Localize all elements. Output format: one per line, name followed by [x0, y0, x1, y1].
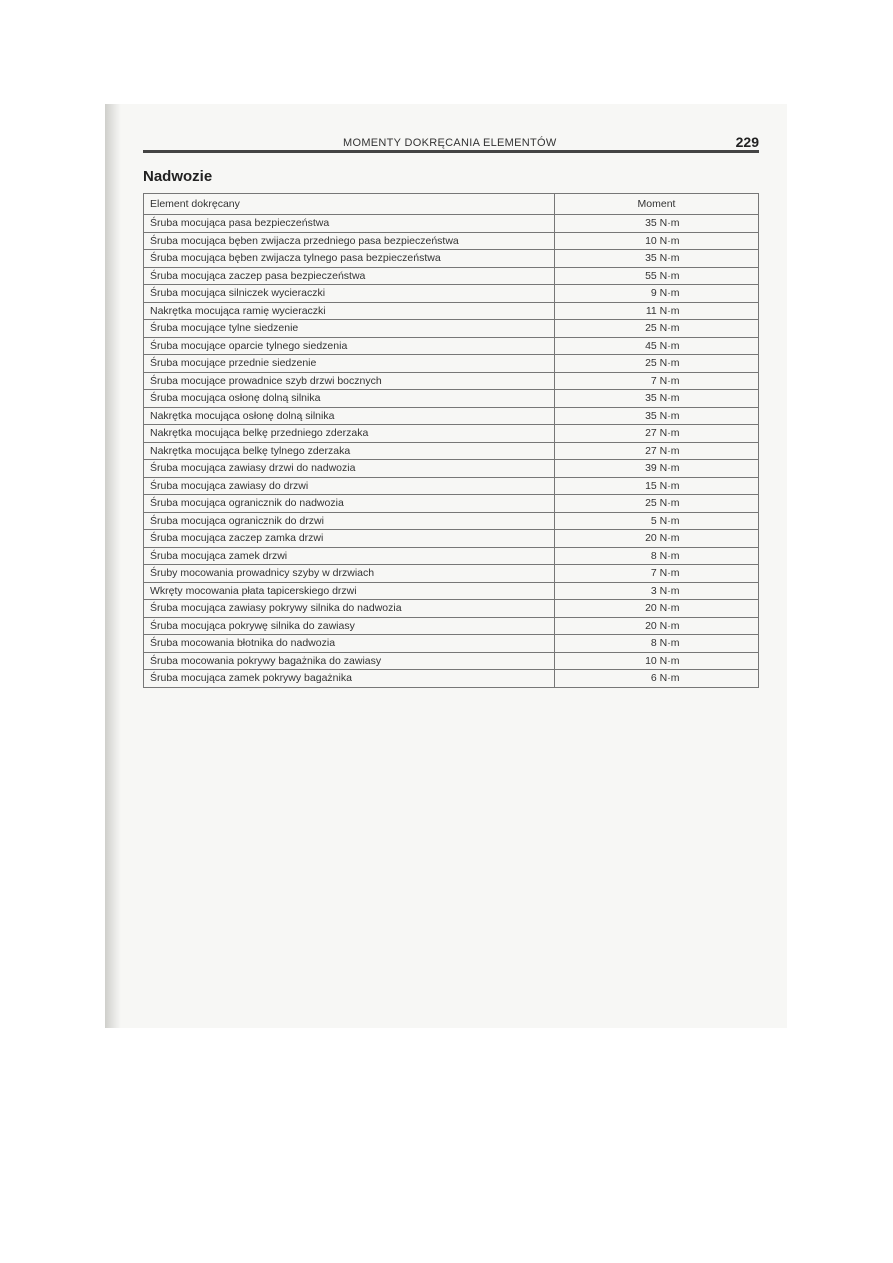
table-row: [144, 530, 759, 548]
table-row: [144, 495, 759, 513]
moment-cell: [555, 582, 759, 600]
moment-value: 35 N·m: [645, 252, 680, 265]
element-cell: Śruba mocująca bęben zwijacza przedniego pasa bezpieczeństwa: [144, 232, 555, 250]
moment-value: 45 N·m: [645, 339, 680, 352]
page-binding-shadow: [105, 104, 121, 1028]
element-cell: Nakrętka mocująca belkę przedniego zderzaka: [144, 425, 555, 443]
table-row: [144, 635, 759, 653]
moment-value: 10 N·m: [645, 654, 680, 667]
moment-cell: [555, 372, 759, 390]
page-header: [143, 134, 759, 154]
moment-value: 35 N·m: [645, 409, 680, 422]
moment-value: 27 N·m: [645, 427, 680, 440]
table-row: [144, 215, 759, 233]
table-row: [144, 547, 759, 565]
moment-cell: [555, 215, 759, 233]
moment-cell: [555, 635, 759, 653]
table-row: [144, 565, 759, 583]
moment-cell: [555, 547, 759, 565]
element-cell: Śruba mocująca ogranicznik do nadwozia: [144, 495, 555, 513]
moment-value: 55 N·m: [645, 269, 680, 282]
moment-value: 7 N·m: [650, 567, 680, 580]
moment-value: 39 N·m: [645, 462, 680, 475]
moment-cell: [555, 337, 759, 355]
moment-value: 27 N·m: [645, 444, 680, 457]
element-cell: Śruba mocująca bęben zwijacza tylnego pasa bezpieczeństwa: [144, 250, 555, 268]
element-cell: Śruby mocowania prowadnicy szyby w drzwiach: [144, 565, 555, 583]
moment-value: 9 N·m: [650, 287, 680, 300]
table-row: [144, 390, 759, 408]
element-cell: Śruba mocująca zawiasy do drzwi: [144, 477, 555, 495]
element-cell: Śruba mocujące oparcie tylnego siedzenia: [144, 337, 555, 355]
moment-cell: [555, 407, 759, 425]
element-cell: Śruba mocująca pasa bezpieczeństwa: [144, 215, 555, 233]
moment-cell: [555, 530, 759, 548]
moment-value: 35 N·m: [645, 217, 680, 230]
page-number: 229: [735, 134, 759, 150]
moment-value: 20 N·m: [645, 532, 680, 545]
element-cell: Śruba mocująca silniczek wycieraczki: [144, 285, 555, 303]
moment-value: 8 N·m: [650, 549, 680, 562]
column-header-element: Element dokręcany: [144, 194, 555, 215]
table-row: [144, 267, 759, 285]
moment-cell: [555, 652, 759, 670]
moment-value: 8 N·m: [650, 637, 680, 650]
element-cell: Śruba mocujące prowadnice szyb drzwi bocznych: [144, 372, 555, 390]
moment-value: 25 N·m: [645, 497, 680, 510]
table-row: [144, 232, 759, 250]
moment-cell: [555, 267, 759, 285]
torque-table: [143, 193, 759, 688]
table-row: [144, 582, 759, 600]
moment-cell: [555, 425, 759, 443]
table-row: [144, 670, 759, 688]
table-row: [144, 477, 759, 495]
element-cell: Śruba mocująca zamek drzwi: [144, 547, 555, 565]
element-cell: Nakrętka mocująca belkę tylnego zderzaka: [144, 442, 555, 460]
element-cell: Śruba mocująca osłonę dolną silnika: [144, 390, 555, 408]
moment-value: 10 N·m: [645, 234, 680, 247]
moment-cell: [555, 320, 759, 338]
table-row: [144, 600, 759, 618]
element-cell: Nakrętka mocująca ramię wycieraczki: [144, 302, 555, 320]
moment-cell: [555, 617, 759, 635]
element-cell: Śruba mocująca zawiasy drzwi do nadwozia: [144, 460, 555, 478]
element-cell: Śruba mocująca pokrywę silnika do zawiasy: [144, 617, 555, 635]
table-row: [144, 442, 759, 460]
moment-value: 25 N·m: [645, 322, 680, 335]
element-cell: Śruba mocująca zamek pokrywy bagażnika: [144, 670, 555, 688]
moment-cell: [555, 495, 759, 513]
moment-value: 35 N·m: [645, 392, 680, 405]
table-row: [144, 250, 759, 268]
table-row: [144, 512, 759, 530]
table-header-row: [144, 194, 759, 215]
moment-value: 20 N·m: [645, 619, 680, 632]
moment-cell: [555, 477, 759, 495]
section-title: Nadwozie: [143, 168, 213, 185]
moment-value: 6 N·m: [650, 672, 680, 685]
running-header-title: MOMENTY DOKRĘCANIA ELEMENTÓW: [343, 137, 557, 149]
element-cell: Nakrętka mocująca osłonę dolną silnika: [144, 407, 555, 425]
element-cell: Śruba mocujące przednie siedzenie: [144, 355, 555, 373]
element-cell: Śruba mocująca zaczep zamka drzwi: [144, 530, 555, 548]
moment-cell: [555, 285, 759, 303]
moment-value: 25 N·m: [645, 357, 680, 370]
table-row: [144, 407, 759, 425]
table-row: [144, 372, 759, 390]
moment-cell: [555, 302, 759, 320]
column-header-moment: Moment: [555, 194, 759, 215]
moment-cell: [555, 565, 759, 583]
element-cell: Śruba mocująca zawiasy pokrywy silnika do nadwozia: [144, 600, 555, 618]
table-row: [144, 355, 759, 373]
moment-cell: [555, 355, 759, 373]
table-row: [144, 652, 759, 670]
table-row: [144, 425, 759, 443]
element-cell: Śruba mocujące tylne siedzenie: [144, 320, 555, 338]
moment-cell: [555, 390, 759, 408]
moment-cell: [555, 600, 759, 618]
table-row: [144, 460, 759, 478]
table-row: [144, 337, 759, 355]
element-cell: Śruba mocowania pokrywy bagażnika do zawiasy: [144, 652, 555, 670]
moment-value: 7 N·m: [650, 374, 680, 387]
element-cell: Śruba mocująca zaczep pasa bezpieczeństwa: [144, 267, 555, 285]
moment-value: 15 N·m: [645, 479, 680, 492]
moment-cell: [555, 670, 759, 688]
moment-cell: [555, 512, 759, 530]
table-row: [144, 302, 759, 320]
moment-cell: [555, 442, 759, 460]
element-cell: Śruba mocująca ogranicznik do drzwi: [144, 512, 555, 530]
moment-value: 20 N·m: [645, 602, 680, 615]
moment-cell: [555, 460, 759, 478]
table-row: [144, 617, 759, 635]
moment-value: 11 N·m: [645, 304, 680, 317]
header-rule: [143, 150, 759, 153]
moment-cell: [555, 250, 759, 268]
element-cell: Wkręty mocowania płata tapicerskiego drzwi: [144, 582, 555, 600]
moment-value: 3 N·m: [650, 584, 680, 597]
moment-cell: [555, 232, 759, 250]
moment-value: 5 N·m: [650, 514, 680, 527]
table-row: [144, 285, 759, 303]
table-row: [144, 320, 759, 338]
element-cell: Śruba mocowania błotnika do nadwozia: [144, 635, 555, 653]
